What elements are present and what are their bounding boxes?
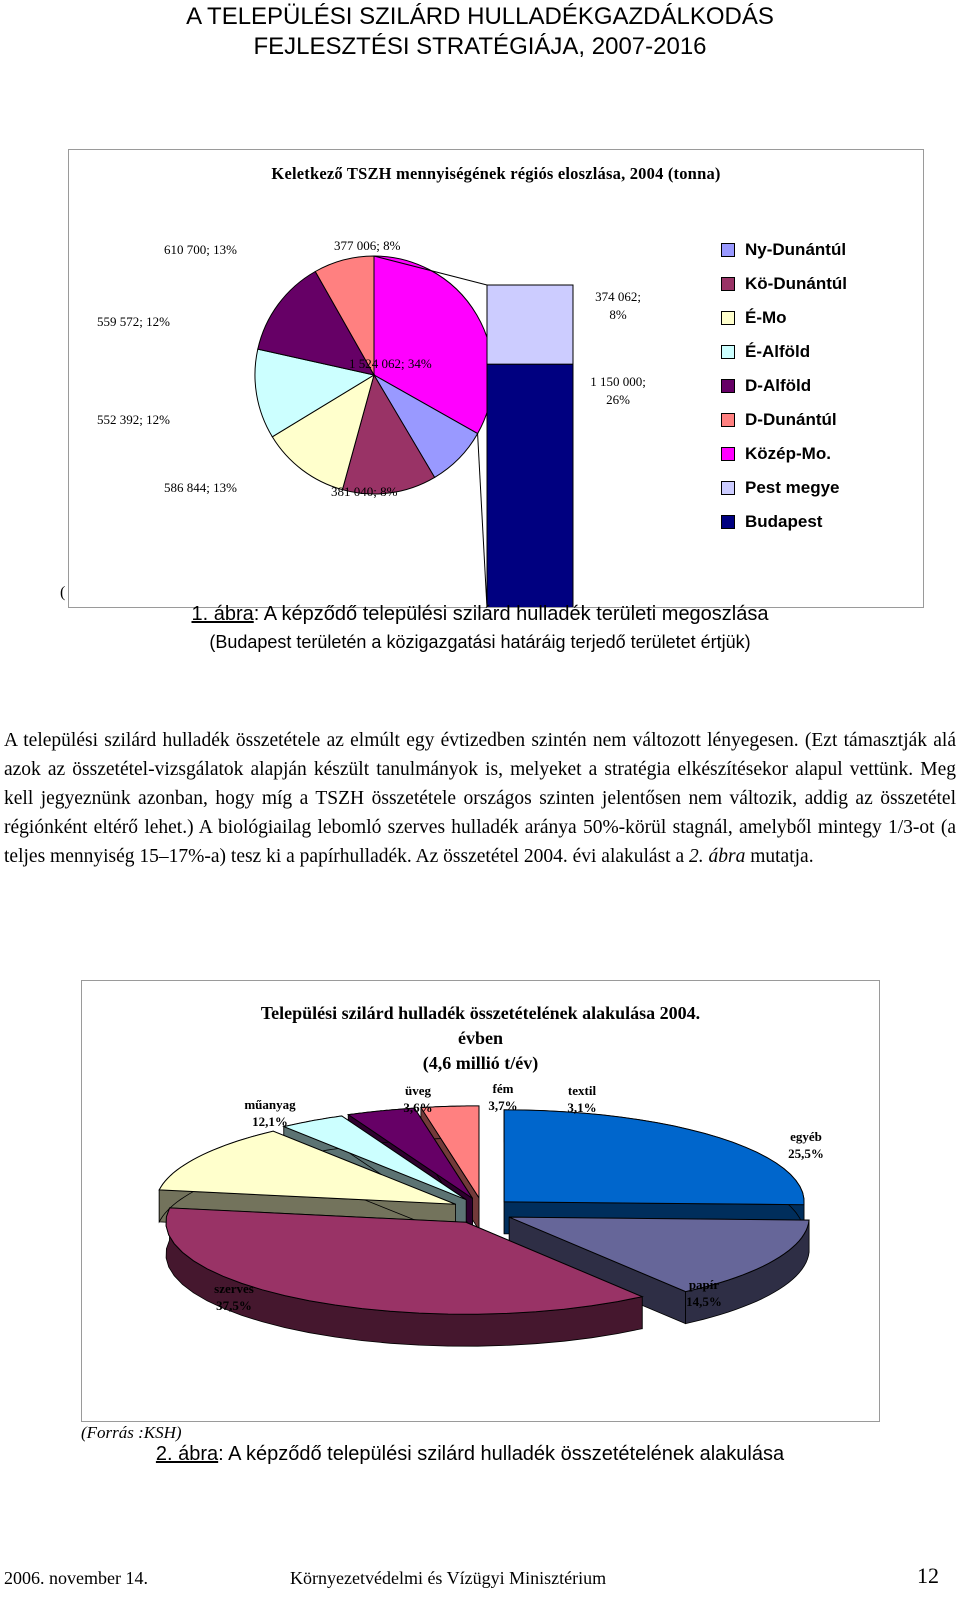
bar-segment-pest-megye xyxy=(487,285,573,364)
data-label-d-dunantul: 377 006; 8% xyxy=(334,238,401,253)
legend-item-e-mo xyxy=(721,301,847,335)
figure2-caption xyxy=(0,1443,940,1466)
legend-label: Kö-Dunántúl xyxy=(745,274,847,293)
data-label-papir-pct: 14,5% xyxy=(686,1294,722,1309)
data-label-uveg-pct: 3,6% xyxy=(403,1100,433,1115)
legend-swatch xyxy=(721,379,735,393)
figure1-legend xyxy=(721,233,847,539)
legend-label: D-Dunántúl xyxy=(745,410,837,429)
figure1-caption-num: 1. ábra xyxy=(191,603,254,625)
legend-swatch xyxy=(721,515,735,529)
legend-label: Közép-Mo. xyxy=(745,444,831,463)
legend-label: Ny-Dunántúl xyxy=(745,240,847,259)
legend-swatch xyxy=(721,481,735,495)
figure2-chart xyxy=(81,980,880,1422)
figure2-caption-text: : A képződő települési szilárd hulladék összetételének alakulása xyxy=(218,1443,785,1465)
data-label-szerves-pct: 37,5% xyxy=(216,1298,252,1313)
body-paragraph xyxy=(4,726,956,871)
legend-item-budapest xyxy=(721,505,847,539)
legend-swatch xyxy=(721,447,735,461)
stray-paren: ( xyxy=(60,584,66,601)
data-label-e-mo: 552 392; 12% xyxy=(97,412,170,427)
legend-swatch xyxy=(721,413,735,427)
legend-item-ko-dunantul xyxy=(721,267,847,301)
data-label-pest-megye-value: 374 062; xyxy=(595,289,641,304)
legend-swatch xyxy=(721,277,735,291)
figure2-reference: 2. ábra xyxy=(689,846,746,867)
figure1-caption-text: : A képződő települési szilárd hulladék területi megoszlása xyxy=(253,603,769,625)
legend-item-e-alfold xyxy=(721,335,847,369)
figure2-pie-svg xyxy=(82,981,879,1421)
legend-label: Pest megye xyxy=(745,478,840,497)
footer-ministry: Környezetvédelmi és Vízügyi Minisztérium xyxy=(290,1568,607,1588)
data-label-papir-name: papír xyxy=(688,1277,720,1292)
data-label-pest-megye-pct: 8% xyxy=(609,307,627,322)
data-label-muanyag-name: műanyag xyxy=(244,1097,296,1112)
legend-item-kozep-mo xyxy=(721,437,847,471)
figure1-chart xyxy=(68,149,924,608)
data-label-egyeb-pct: 25,5% xyxy=(788,1146,824,1161)
footer-page-number: 12 xyxy=(917,1563,939,1588)
figure2-title-line3: (4,6 millió t/év) xyxy=(422,1053,539,1073)
connector-line-bottom xyxy=(478,434,487,607)
paragraph-end: mutatja. xyxy=(745,846,814,867)
bar-segment-budapest xyxy=(487,364,573,607)
figure2-title-line2: évben xyxy=(458,1028,503,1048)
data-label-fem-pct: 3,7% xyxy=(488,1098,518,1113)
page-header xyxy=(0,2,960,62)
data-label-kozep-mo: 1 524 062; 34% xyxy=(349,356,432,371)
data-label-ko-dunantul: 586 844; 13% xyxy=(164,480,237,495)
figure2-source: (Forrás :KSH) xyxy=(81,1423,182,1442)
legend-swatch xyxy=(721,345,735,359)
figure2-title-line1: Települési szilárd hulladék összetételének alakulása 2004. xyxy=(260,1003,701,1023)
data-label-muanyag-pct: 12,1% xyxy=(252,1114,288,1129)
data-label-budapest-pct: 26% xyxy=(606,392,630,407)
legend-item-d-dunantul xyxy=(721,403,847,437)
figure1-caption xyxy=(0,603,960,626)
data-label-d-alfold: 610 700; 13% xyxy=(164,242,237,257)
footer-date: 2006. november 14. xyxy=(4,1568,148,1588)
legend-label: É-Mo xyxy=(745,308,787,327)
figure1-title: Keletkező TSZH mennyiségének régiós eloszlása, 2004 (tonna) xyxy=(271,164,721,183)
data-label-fem-name: fém xyxy=(492,1081,514,1096)
paragraph-text: A települési szilárd hulladék összetétele az elmúlt egy évtizedben szintén nem változott lényegesen. (Ezt támasztják alá azok az összetétel-vizsgálatok alapján készült tanulmányok is, melyeket a stratégia elkészítésekor alapul vettünk. Meg kell jegyeznünk azonban, hogy míg a TSZH összetétele országos szinten jelentősen nem változik, addig az összetétel régiónként eltérő lehet.) A biológiailag lebomló szerves hulladék aránya 50%-körül stagnál, amelyből mintegy 1/3-ot (a teljes mennyiség 15–17%-a) tesz ki a papírhulladék. Az összetétel 2004. évi alakulást a xyxy=(4,730,956,867)
data-label-egyeb-name: egyéb xyxy=(790,1129,822,1144)
data-label-budapest-value: 1 150 000; xyxy=(590,374,646,389)
legend-item-d-alfold xyxy=(721,369,847,403)
figure2-caption-num: 2. ábra xyxy=(155,1443,219,1465)
data-label-szerves-name: szerves xyxy=(214,1281,254,1296)
data-label-textil-name: textil xyxy=(567,1083,597,1098)
legend-label: D-Alföld xyxy=(745,376,812,395)
figure1-subcaption: (Budapest területén a közigazgatási határáig terjedő területet értjük) xyxy=(209,632,751,652)
header-line-2: FEJLESZTÉSI STRATÉGIÁJA, 2007-2016 xyxy=(253,33,707,60)
legend-swatch xyxy=(721,311,735,325)
legend-label: Budapest xyxy=(745,512,823,531)
data-label-ny-dunantul: 381 040; 8% xyxy=(331,484,398,499)
data-label-textil-pct: 3,1% xyxy=(567,1100,597,1115)
legend-swatch xyxy=(721,243,735,257)
data-label-uveg-name: üveg xyxy=(405,1083,431,1098)
data-label-e-alfold: 559 572; 12% xyxy=(97,314,170,329)
header-line-1: A TELEPÜLÉSI SZILÁRD HULLADÉKGAZDÁLKODÁS xyxy=(186,3,774,30)
legend-item-pest-megye xyxy=(721,471,847,505)
legend-label: É-Alföld xyxy=(745,342,811,361)
legend-item-ny-dunantul xyxy=(721,233,847,267)
